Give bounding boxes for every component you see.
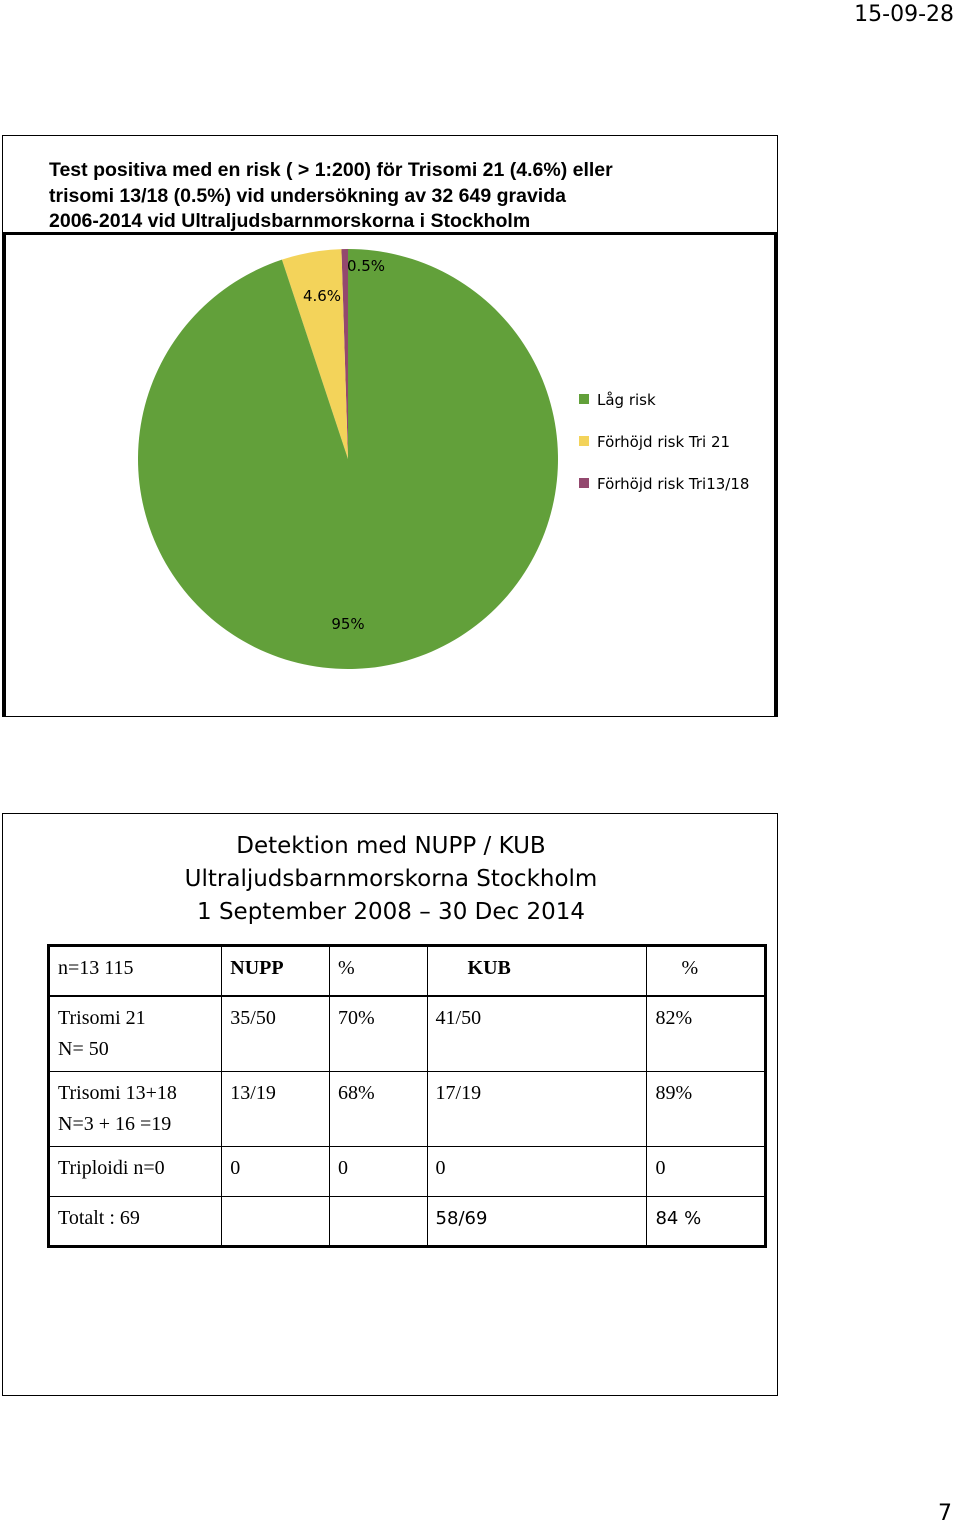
row-label: Triploidi n=0 <box>49 1147 222 1197</box>
table-cell: 17/19 <box>427 1072 647 1147</box>
pie-slice <box>138 249 558 669</box>
table-cell: 35/50 <box>222 996 330 1072</box>
slide-title-line: 2006-2014 vid Ultraljudsbarnmorskorna i Stockholm <box>49 210 531 232</box>
table-cell: 58/69 <box>427 1197 647 1247</box>
pie-chart <box>6 235 774 719</box>
page-date: 15-09-28 <box>854 2 954 27</box>
table-header-cell: n=13 115 <box>49 946 222 996</box>
slide-title <box>49 158 749 235</box>
table-cell <box>329 1197 427 1247</box>
pie-chart-slide <box>2 135 778 717</box>
header-nupp: NUPP <box>230 957 284 979</box>
legend-swatch <box>579 478 589 488</box>
table-cell: 82% <box>647 996 766 1072</box>
table-cell: 84 % <box>647 1197 766 1247</box>
legend-swatch <box>579 394 589 404</box>
slide-title-line: Detektion med NUPP / KUB <box>236 833 546 859</box>
table-cell: 0 <box>329 1147 427 1197</box>
table-row <box>49 1072 766 1147</box>
slide-title <box>3 830 779 929</box>
row-label-line: N=3 + 16 =19 <box>58 1113 172 1135</box>
table-cell: 13/19 <box>222 1072 330 1147</box>
table-header-row <box>49 946 766 996</box>
pie-data-label: 95% <box>331 615 365 633</box>
pie-data-label: 4.6% <box>302 287 342 305</box>
table-header-cell: % <box>647 946 766 996</box>
table-row <box>49 1147 766 1197</box>
row-label-line: N= 50 <box>58 1037 109 1060</box>
detection-table <box>47 944 767 1248</box>
legend-label: Förhöjd risk Tri 21 <box>597 433 731 451</box>
table-cell: 68% <box>329 1072 427 1147</box>
table-header-cell <box>222 946 330 996</box>
table-header-cell <box>427 946 647 996</box>
table-cell <box>222 1197 330 1247</box>
page-number: 7 <box>938 1501 952 1526</box>
header-kub: KUB <box>467 957 511 979</box>
slide-title-line: Ultraljudsbarnmorskorna Stockholm <box>184 866 598 892</box>
row-label-line: Trisomi 21 <box>58 1006 146 1029</box>
table-cell: 0 <box>647 1147 766 1197</box>
slide-title-line: trisomi 13/18 (0.5%) vid undersökning av 32 649 gravida <box>49 184 566 207</box>
slide-title-line: 1 September 2008 – 30 Dec 2014 <box>197 899 585 925</box>
legend-label: Låg risk <box>597 391 656 409</box>
row-label: Totalt : 69 <box>49 1197 222 1247</box>
row-label-line: Trisomi 13+18 <box>58 1082 177 1104</box>
row-label <box>49 996 222 1072</box>
table-row <box>49 1197 766 1247</box>
row-label <box>49 1072 222 1147</box>
detection-slide <box>2 813 778 1396</box>
table-row <box>49 996 766 1072</box>
table-cell: 0 <box>427 1147 647 1197</box>
legend-swatch <box>579 436 589 446</box>
legend-label: Förhöjd risk Tri13/18 <box>597 475 750 493</box>
slide-title-line: Test positiva med en risk ( > 1:200) för Trisomi 21 (4.6%) eller <box>49 159 613 181</box>
table-cell: 89% <box>647 1072 766 1147</box>
table-header-cell: % <box>329 946 427 996</box>
chart-frame <box>3 232 777 716</box>
table-cell: 41/50 <box>427 996 647 1072</box>
pie-data-label: 0.5% <box>346 257 386 275</box>
table-cell: 70% <box>329 996 427 1072</box>
table-cell: 0 <box>222 1147 330 1197</box>
